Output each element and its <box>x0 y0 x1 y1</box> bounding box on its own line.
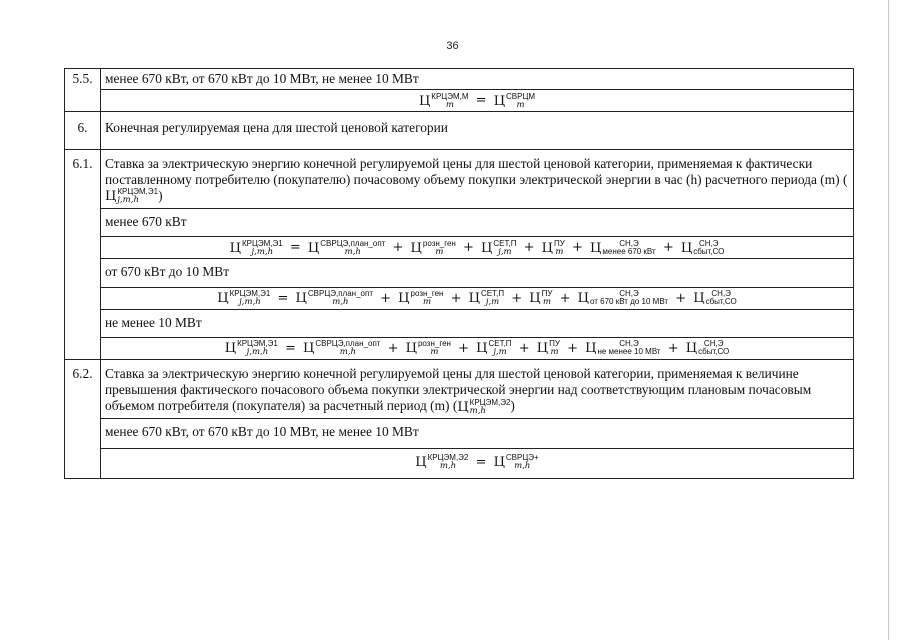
superscript: СН,Э <box>619 238 639 248</box>
symbol: Ц <box>229 240 241 256</box>
superscript: СВРЦМ <box>506 91 536 101</box>
plus-sign: + <box>667 340 679 356</box>
table-row <box>65 90 854 112</box>
formula-cell <box>101 237 854 259</box>
row-text: Ставка за электрическую энергию конечной регулируемой цены для шестой ценовой категории, применяемая к величине превышения фактического почасового объема покупки электрической энергии над соответствующим плановым почасовым объемом потребителя (покупателя) за расчетный период (m) ( <box>105 365 812 414</box>
superscript: КРЦЭМ,Э2 <box>427 452 469 462</box>
formula-cell <box>101 337 854 359</box>
subrow-label: не менее 10 МВт <box>101 309 854 337</box>
superscript: СВРЦЭ,план_опт <box>315 339 381 349</box>
subscript: j,m,h <box>246 347 269 358</box>
row-text-block <box>101 149 854 209</box>
row-number: 5.5. <box>65 69 101 112</box>
subscript: j,m,h <box>239 296 261 307</box>
row-text-block <box>101 359 854 419</box>
table-row <box>65 419 854 448</box>
subscript: m,h <box>344 246 361 257</box>
symbol: Ц <box>398 290 410 306</box>
plus-sign: + <box>462 240 474 256</box>
symbol: Ц <box>680 240 693 256</box>
symbol: Ц <box>685 340 698 356</box>
superscript: КРЦЭМ,Э1 <box>229 288 271 298</box>
subscript: m,h <box>514 460 531 471</box>
superscript: ПУ <box>549 339 560 349</box>
plus-sign: + <box>567 340 578 356</box>
table-row <box>65 448 854 479</box>
symbol: Ц <box>590 240 602 256</box>
symbol: Ц <box>303 340 315 356</box>
formula-cell <box>101 448 854 479</box>
plus-sign: + <box>675 290 687 306</box>
symbol: Ц <box>105 189 117 205</box>
subscript: m,h <box>439 460 457 471</box>
superscript: розн_ген <box>422 238 456 248</box>
formula <box>217 290 736 307</box>
subscript: j,m,h <box>117 195 139 206</box>
symbol: Ц <box>217 290 229 306</box>
formula <box>415 454 538 471</box>
superscript: СЕТ,П <box>493 238 517 248</box>
plus-sign: + <box>511 290 523 306</box>
subscript: не менее 10 МВт <box>597 347 661 357</box>
plus-sign: + <box>518 340 530 356</box>
equals-sign: = <box>475 93 487 109</box>
formula-cell <box>101 90 854 112</box>
superscript: ПУ <box>554 238 565 248</box>
equals-sign: = <box>277 290 289 306</box>
table-row <box>65 359 854 419</box>
subscript: m,h <box>469 405 486 416</box>
row-number: 6. <box>65 112 101 149</box>
subscript: m,h <box>332 296 349 307</box>
symbol: Ц <box>418 93 431 109</box>
superscript: СВРЦЭ,план_опт <box>307 288 373 298</box>
subscript: m <box>445 99 454 110</box>
row-text: Конечная регулируемая цена для шестой ценовой категории <box>101 112 854 149</box>
closing-paren: ) <box>510 398 515 414</box>
symbol: Ц <box>295 290 307 306</box>
plus-sign: + <box>380 290 392 306</box>
symbol: Ц <box>585 340 597 356</box>
subscript: j,m <box>498 246 512 257</box>
subscript: m <box>516 99 525 110</box>
table-row <box>65 309 854 337</box>
plus-sign: + <box>559 290 571 306</box>
row-number: 6.1. <box>65 149 101 359</box>
superscript: КРЦЭМ,Э1 <box>117 187 159 197</box>
subscript: m <box>422 296 432 307</box>
superscript: СВРЦЭ,план_опт <box>320 238 386 248</box>
closing-paren: ) <box>158 188 163 204</box>
superscript: СН,Э <box>699 238 719 248</box>
subrow-label: менее 670 кВт <box>101 209 854 237</box>
table-row <box>65 337 854 359</box>
symbol: Ц <box>493 93 506 109</box>
symbol: Ц <box>693 290 705 306</box>
subrow-label: менее 670 кВт, от 670 кВт до 10 МВт, не менее 10 МВт <box>101 419 854 448</box>
plus-sign: + <box>387 340 399 356</box>
subscript: менее 670 кВт <box>602 246 656 256</box>
inline-formula <box>105 188 158 205</box>
equals-sign: = <box>284 340 296 356</box>
formula <box>419 93 535 110</box>
superscript: ПУ <box>541 288 553 298</box>
subscript: j,m <box>485 296 500 307</box>
symbol: Ц <box>481 240 493 256</box>
row-text: менее 670 кВт, от 670 кВт до 10 МВт, не менее 10 МВт <box>101 69 854 90</box>
row-number: 6.2. <box>65 359 101 479</box>
symbol: Ц <box>476 340 488 356</box>
plus-sign: + <box>662 240 674 256</box>
subscript: сбыт,СО <box>705 297 737 307</box>
subrow-label: от 670 кВт до 10 МВт <box>101 259 854 287</box>
superscript: СН,Э <box>619 289 639 299</box>
plus-sign: + <box>523 240 535 256</box>
superscript: СН,Э <box>711 289 731 299</box>
inline-formula <box>457 399 510 416</box>
equals-sign: = <box>475 454 487 470</box>
formula <box>225 340 730 357</box>
symbol: Ц <box>457 399 469 415</box>
superscript: СВРЦЭ+ <box>505 452 539 462</box>
superscript: КРЦЭМ,Э1 <box>237 339 278 349</box>
symbol: Ц <box>307 240 320 256</box>
table-row <box>65 69 854 90</box>
superscript: розн_ген <box>417 339 451 349</box>
formula-cell <box>101 287 854 309</box>
row-text: Ставка за электрическую энергию конечной регулируемой цены для шестой ценовой категории, применяемая к фактически поставленному потребителю (покупателю) почасовому объему покупки электрической энергии в час (h) расчетного периода (m) ( <box>105 155 848 187</box>
tariff-table <box>64 68 854 479</box>
table-row <box>65 287 854 309</box>
formula <box>230 240 725 257</box>
symbol: Ц <box>224 340 237 356</box>
symbol: Ц <box>577 290 589 306</box>
subscript: m <box>550 347 559 358</box>
superscript: СН,Э <box>703 339 724 349</box>
subscript: m <box>543 296 552 307</box>
subscript: j,m,h <box>251 246 274 257</box>
subscript: m <box>430 347 439 358</box>
symbol: Ц <box>529 290 541 306</box>
subscript: m <box>435 246 444 257</box>
equals-sign: = <box>289 240 301 256</box>
symbol: Ц <box>415 454 427 470</box>
subscript: сбыт,СО <box>693 246 725 256</box>
subscript: m,h <box>339 347 357 358</box>
subscript: от 670 кВт до 10 МВт <box>590 297 669 307</box>
subscript: m <box>555 246 564 257</box>
symbol: Ц <box>468 290 480 306</box>
symbol: Ц <box>410 240 422 256</box>
scan-margin-line <box>888 0 889 640</box>
table-row <box>65 112 854 149</box>
superscript: СЕТ,П <box>488 339 512 349</box>
table-row <box>65 259 854 287</box>
page-number: 36 <box>446 40 459 52</box>
subscript: сбыт,СО <box>698 347 730 357</box>
symbol: Ц <box>405 340 417 356</box>
symbol: Ц <box>493 454 505 470</box>
plus-sign: + <box>458 340 469 356</box>
table-row <box>65 149 854 209</box>
plus-sign: + <box>392 240 404 256</box>
superscript: КРЦЭМ,М <box>431 91 469 101</box>
symbol: Ц <box>536 340 549 356</box>
plus-sign: + <box>450 290 462 306</box>
superscript: СЕТ,П <box>481 288 505 298</box>
superscript: СН,Э <box>619 339 639 349</box>
superscript: розн_ген <box>410 288 444 298</box>
symbol: Ц <box>541 240 553 256</box>
table-row <box>65 237 854 259</box>
table-row <box>65 209 854 237</box>
plus-sign: + <box>571 240 583 256</box>
subscript: j,m <box>493 347 507 358</box>
superscript: КРЦЭМ,Э2 <box>469 397 511 407</box>
superscript: КРЦЭМ,Э1 <box>241 238 283 248</box>
